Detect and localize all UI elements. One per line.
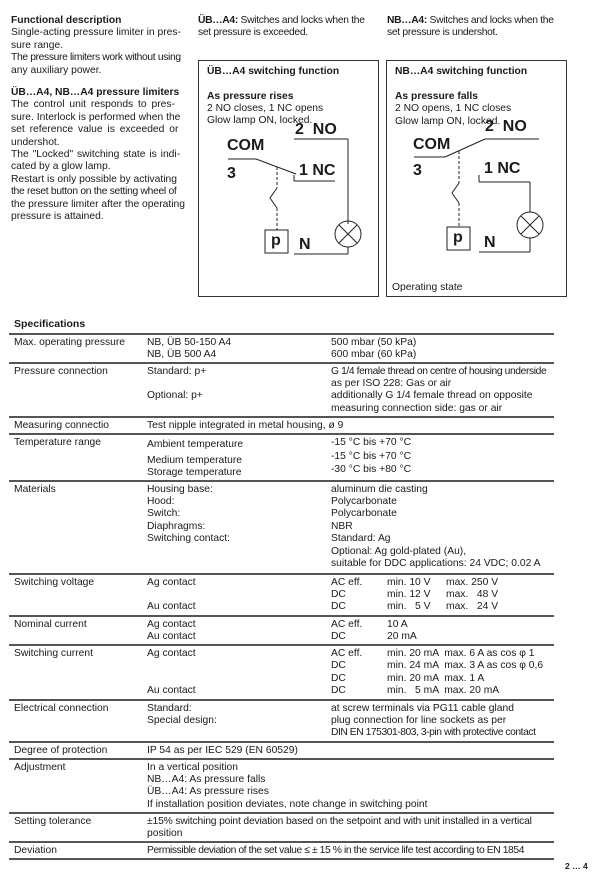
spec-value: Polycarbonate [331,508,397,519]
spec-value: DC [331,601,346,612]
spec-value: NB, ÜB 50-150 A4 [147,337,232,348]
spec-value: Medium temperature [147,455,242,466]
text-line: Restart is only possible by activating [11,173,177,185]
spec-value: -15 °C bis +70 °C [331,437,412,448]
spec-label: Adjustment [14,762,66,773]
text-line: pressure is attained. [11,211,104,223]
ub-intro [198,15,378,40]
spec-value: min. 24 mA max. 3 A as cos φ 0,6 [387,660,544,671]
spec-value: Permissible deviation of the set value ≤ ± 15 % in the service life test according to EN 1854 [147,845,525,856]
spec-value: Hood: [147,496,175,507]
spec-value: In a vertical position [147,762,239,773]
spec-label: Switching current [14,648,93,659]
row-divider [9,573,554,575]
spec-value: DIN EN 175301-803, 3-pin with protective contact [331,727,536,738]
spec-value: DC [331,685,346,696]
spec-value: NB, ÜB 500 A4 [147,349,217,360]
spec-value: Au contact [147,601,196,612]
spec-value: -15 °C bis +70 °C [331,451,412,462]
spec-value: Standard: Ag [331,533,391,544]
nb-box-line2: Glow lamp ON, locked. [395,116,501,127]
nb-circuit-diagram [387,61,568,298]
text-line: sure range. [11,39,64,51]
spec-value: Ag contact [147,577,196,588]
nb-intro [387,15,567,40]
spec-label: Deviation [14,845,57,856]
spec-label: Setting tolerance [14,816,92,827]
spec-value: max. 48 V [446,589,499,600]
row-divider [9,362,554,364]
ub-box-line2: Glow lamp ON, locked. [207,115,313,126]
spec-value: Polycarbonate [331,496,397,507]
row-divider [9,644,554,646]
spec-value: Ambient temperature [147,439,244,450]
text-line: set reference value is exceeded or [11,124,179,136]
spec-label: Electrical connection [14,703,109,714]
spec-value: Storage temperature [147,467,242,478]
nb-box-line1: 2 NO opens, 1 NC closes [395,103,512,114]
text-line: sure. Interlock is performed when the [11,111,181,123]
spec-value: max. 24 V [446,601,499,612]
ub-p-label: p [271,232,281,249]
row-divider [9,841,554,843]
pressure-limiters-heading: ÜB…A4, NB…A4 pressure limiters [11,87,180,99]
spec-value: additionally G 1/4 female thread on opposite [331,390,533,401]
ub-intro-text: Switches and locks when the [237,15,365,26]
spec-value: Switch: [147,508,181,519]
spec-value: aluminum die casting [331,484,428,495]
spec-value: Optional: p+ [147,390,203,401]
spec-value: IP 54 as per IEC 529 (EN 60529) [147,745,298,756]
spec-value: Special design: [147,715,217,726]
spec-value: ±15% switching point deviation based on the setpoint and with unit installed in a vertical [147,816,532,827]
spec-value: G 1/4 female thread on centre of housing underside [331,366,547,377]
nb-intro-text: Switches and locks when the [426,15,554,26]
spec-label: Nominal current [14,619,87,630]
spec-value: Au contact [147,685,196,696]
nb-nc-label: 1 NC [484,160,521,177]
spec-value: 500 mbar (50 kPa) [331,337,417,348]
row-divider [9,480,554,482]
spec-value: -30 °C bis +80 °C [331,464,412,475]
operating-state-caption: Operating state [392,282,463,293]
spec-value: DC [331,673,346,684]
spec-value: AC eff. [331,648,363,659]
spec-value: DC [331,631,346,642]
ub-switching-function-box [198,60,379,297]
spec-value: min. 20 mA max. 6 A as cos φ 1 [387,648,535,659]
ub-nc-label: 1 NC [299,162,336,179]
nb-n-label: N [484,234,496,251]
spec-value: ÜB…A4: As pressure rises [147,786,269,797]
specifications-title: Specifications [14,318,86,330]
spec-value: at screw terminals via PG11 cable gland [331,703,514,714]
spec-value: Standard: [147,703,192,714]
spec-value: position [147,828,183,839]
ub-com-label: COM [227,137,265,154]
spec-value: AC eff. [331,577,363,588]
spec-value: Test nipple integrated in metal housing, ø 9 [147,420,344,431]
row-divider [9,333,554,335]
spec-value: min. 5 mA max. 20 mA [387,685,500,696]
nb-no-label: 2 NO [485,118,527,135]
text-line: The pressure limiters work without using [11,52,181,64]
row-divider [9,812,554,814]
row-divider [9,758,554,760]
spec-value: plug connection for line sockets as per [331,715,507,726]
spec-value: AC eff. [331,619,363,630]
nb-box-condition: As pressure falls [395,91,478,102]
spec-value: DC [331,589,346,600]
spec-label: Switching voltage [14,577,95,588]
spec-value: min. 20 mA max. 1 A [387,673,485,684]
text-line: Single-acting pressure limiter in pres- [11,27,181,39]
spec-label: Measuring connectio [14,420,110,431]
ub-3-label: 3 [227,165,236,182]
ub-no-label: 2 NO [295,121,337,138]
spec-value: Diaphragms: [147,521,206,532]
nb-intro-text2: set pressure is undershot. [387,27,498,39]
spec-value: min. 12 V [387,589,431,600]
page-reference: 2 … 4 [565,861,588,871]
spec-label: Degree of protection [14,745,108,756]
functional-description-heading: Functional description [11,15,122,26]
spec-value: Optional: Ag gold-plated (Au), [331,546,467,557]
spec-value: 600 mbar (60 kPa) [331,349,417,360]
text-line: the pressure limiter after the operating [11,198,185,210]
ub-box-title: ÜB…A4 switching function [207,66,340,77]
ub-intro-label: ÜB…A4: [198,15,238,26]
spec-label: Pressure connection [14,366,108,377]
spec-value: suitable for DDC applications: 24 VDC; 0.02 A [331,558,541,569]
text-line: cated by a glow lamp. [11,161,111,173]
spec-value: Ag contact [147,648,196,659]
nb-p-label: p [453,229,463,246]
nb-intro-label: NB…A4: [387,15,427,26]
nb-switching-function-box [386,60,567,297]
text-line: The control unit responds to pres- [11,99,175,111]
ub-intro-text2: set pressure is exceeded. [198,27,308,39]
ub-box-condition: As pressure rises [207,91,294,102]
row-divider [9,699,554,701]
spec-value: NBR [331,521,353,532]
spec-value: Au contact [147,631,196,642]
nb-com-label: COM [413,136,451,153]
spec-value: Standard: p+ [147,366,207,377]
spec-value: Housing base: [147,484,213,495]
spec-label: Materials [14,484,56,495]
text-line: The "Locked" switching state is indi- [11,149,181,161]
text-line: any auxiliary power. [11,64,102,76]
spec-value: Switching contact: [147,533,230,544]
spec-value: as per ISO 228: Gas or air [331,378,452,389]
spec-label: Max. operating pressure [14,337,126,348]
spec-value: max. 250 V [446,577,499,588]
spec-value: measuring connection side: gas or air [331,403,503,414]
spec-value: If installation position deviates, note change in switching point [147,799,428,810]
spec-value: 10 A [387,619,408,630]
spec-value: min. 5 V [387,601,431,612]
spec-value: NB…A4: As pressure falls [147,774,266,785]
ub-box-line1: 2 NO closes, 1 NC opens [207,103,324,114]
spec-value: min. 10 V [387,577,431,588]
spec-value: DC [331,660,346,671]
text-line: undershot. [11,136,60,148]
row-divider [9,741,554,743]
spec-value: Ag contact [147,619,196,630]
row-divider [9,416,554,418]
functional-description [11,15,187,224]
spec-value: 20 mA [387,631,417,642]
nb-3-label: 3 [413,162,422,179]
row-divider [9,615,554,617]
nb-box-title: NB…A4 switching function [395,66,528,77]
ub-n-label: N [299,236,311,253]
row-divider [9,858,554,860]
row-divider [9,433,554,435]
spec-label: Temperature range [14,437,102,448]
text-line: the reset button on the setting wheel of [11,186,177,198]
